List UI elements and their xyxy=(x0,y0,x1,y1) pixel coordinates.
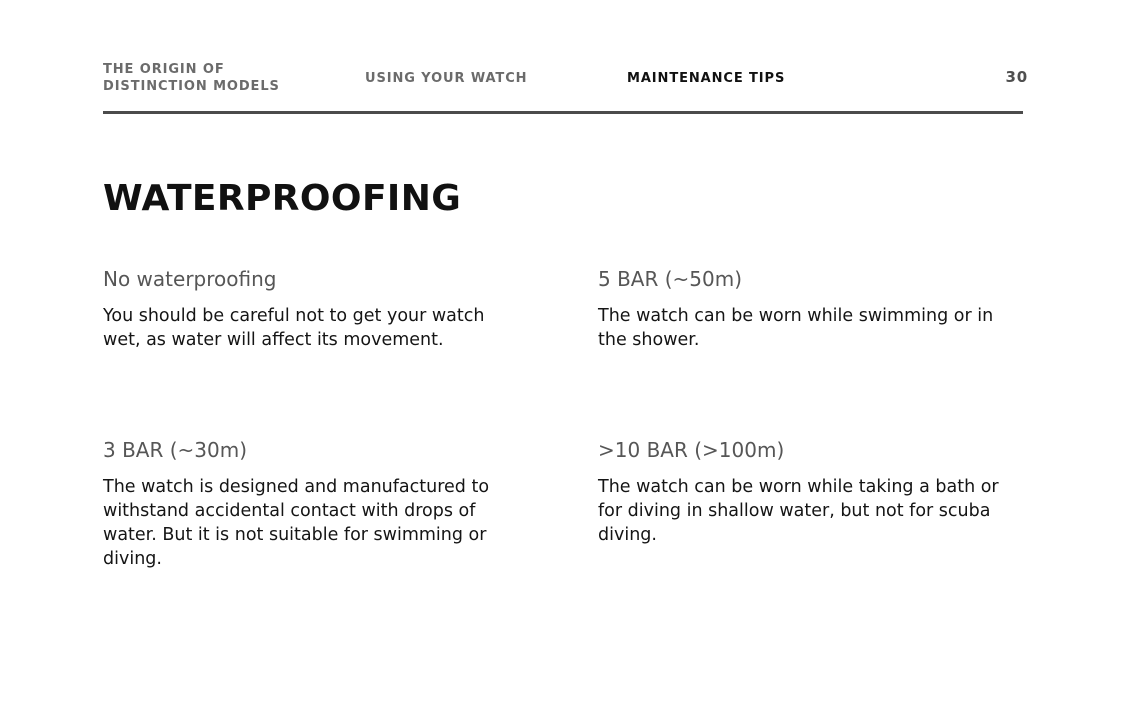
section-heading: 3 BAR (~30m) xyxy=(103,438,248,462)
section-text: You should be careful not to get your watch wet, as water will affect its movement. xyxy=(103,306,485,350)
header-divider xyxy=(103,111,1023,114)
section-text: The watch is designed and manufactured to withstand accidental contact with drops of water. But it is not suitable for swimming or diving. xyxy=(103,477,490,569)
nav-origin-label-line-2: DISTINCTION MODELS xyxy=(103,79,280,94)
nav-origin-label-line-1: THE ORIGIN OF xyxy=(103,62,225,77)
header-navigation xyxy=(103,61,1028,101)
page-number: 30 xyxy=(1005,68,1028,86)
section-heading: 5 BAR (~50m) xyxy=(598,267,743,291)
waterproofing-section-3-bar xyxy=(103,437,513,571)
page-title: WATERPROOFING xyxy=(103,178,462,219)
section-text: The watch can be worn while swimming or in the shower. xyxy=(598,306,994,350)
nav-using-link[interactable]: USING YOUR WATCH xyxy=(365,71,528,86)
waterproofing-section-no-waterproofing xyxy=(103,266,513,352)
section-heading: No waterproofing xyxy=(103,267,277,291)
section-heading: >10 BAR (>100m) xyxy=(598,438,785,462)
waterproofing-section-5-bar xyxy=(598,266,1008,352)
section-text: The watch can be worn while taking a bath or for diving in shallow water, but not for scuba diving. xyxy=(598,477,999,545)
nav-maintenance-link[interactable]: MAINTENANCE TIPS xyxy=(627,71,786,86)
waterproofing-section-10-bar xyxy=(598,437,1008,547)
nav-origin-link[interactable] xyxy=(103,61,293,95)
